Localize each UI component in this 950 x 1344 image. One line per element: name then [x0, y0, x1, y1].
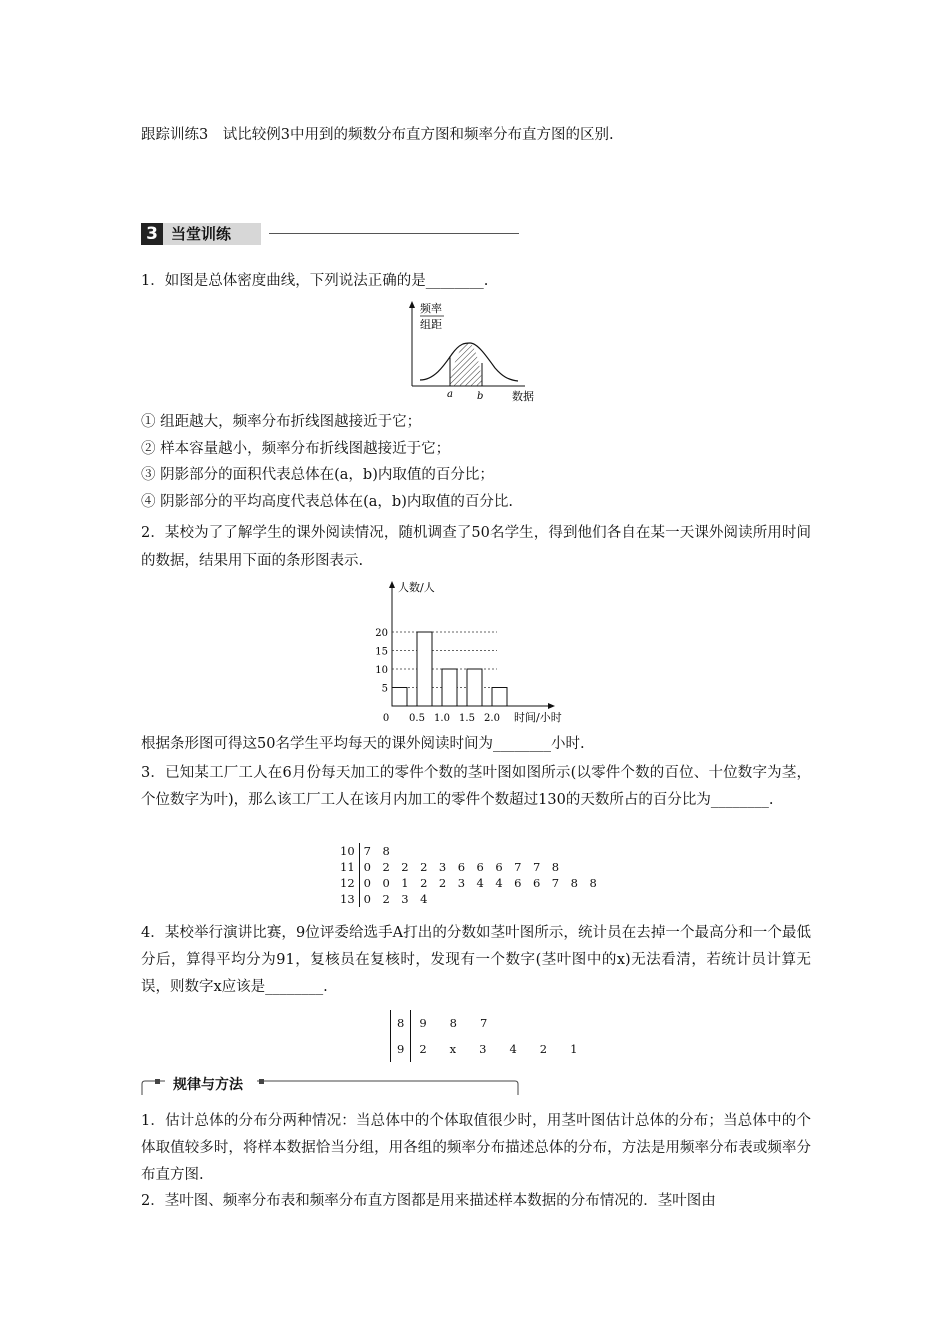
stem-row [336, 843, 601, 859]
section-number: 3 [141, 223, 163, 245]
y-tick-label: 10 [375, 665, 388, 676]
stem-value: 10 [336, 843, 359, 859]
stem-row [391, 1010, 586, 1036]
stem-row [336, 875, 601, 891]
b-label: b [477, 391, 484, 402]
q1-option-3: ③ 阴影部分的面积代表总体在(a，b)内取值的百分比； [141, 467, 494, 483]
leaf-values: 0 2 3 4 [363, 892, 428, 906]
x-tick-label: 0.5 [409, 713, 425, 724]
y-tick-label: 15 [375, 646, 388, 658]
stem-row [336, 859, 601, 875]
y-tick-label: 20 [375, 628, 388, 639]
stem-value: 9 [391, 1036, 411, 1062]
tracking-exercise: 跟踪训练3 试比较例3中用到的频数分布直方图和频率分布直方图的区别. [141, 127, 614, 143]
q1-stem: 1．如图是总体密度曲线，下列说法正确的是________. [141, 273, 489, 289]
stem-value: 11 [336, 859, 359, 875]
y-label-bottom: 组距 [420, 318, 442, 331]
x-tick-label: 1.0 [434, 713, 450, 724]
bar [492, 688, 507, 707]
law-title: 规律与方法 [169, 1074, 247, 1094]
y-tick-label: 5 [381, 683, 388, 695]
y-axis-label: 人数/人 [398, 581, 435, 594]
section-rule [269, 233, 519, 234]
q3-stem: 3．已知某工厂工人在6月份每天加工的零件个数的茎叶图如图所示(以零件个数的百位、十位数字为茎，个位数字为叶)，那么该工厂工人在该月内加工的零件个数超过130的天数所占的百分比为________. [141, 765, 811, 808]
q1-option-4: ④ 阴影部分的平均高度代表总体在(a，b)内取值的百分比. [141, 494, 513, 510]
a-label: a [447, 389, 453, 400]
x-tick-label: 0 [382, 713, 390, 724]
q1-option-2: ② 样本容量越小，频率分布折线图越接近于它； [141, 441, 451, 457]
x-axis-label: 时间/小时 [514, 711, 562, 724]
law-paragraph-2: 2．茎叶图、频率分布表和频率分布直方图都是用来描述样本数据的分布情况的．茎叶图由 [141, 1193, 716, 1209]
q4-stem-leaf-plot [390, 1010, 586, 1062]
q4-stem: 4．某校举行演讲比赛，9位评委给选手A打出的分数如茎叶图所示，统计员在去掉一个最高分和一个最低分后，算得平均分为91，复核员在复核时，发现有一个数字(茎叶图中的x)无法看清，若统计员计算无误，则数字x应该是________. [141, 925, 811, 995]
x-tick-label: 2.0 [484, 713, 500, 724]
q2-after: 根据条形图可得这50名学生平均每天的课外阅读时间为________小时. [141, 736, 585, 752]
bar [392, 688, 407, 707]
stem-value: 12 [336, 875, 359, 891]
law-box-header [141, 1074, 519, 1096]
y-axis-arrow [389, 581, 395, 588]
leaf-values: 0 2 2 2 3 6 6 6 7 7 8 [363, 860, 560, 874]
y-label-top: 频率 [420, 302, 442, 315]
bar [467, 669, 482, 706]
stem-value: 13 [336, 891, 359, 907]
q1-option-1: ① 组距越大，频率分布折线图越接近于它； [141, 414, 422, 430]
leaf-values: 7 8 [363, 844, 390, 858]
density-curve-figure [400, 298, 550, 406]
leaf-values: 9 8 7 [419, 1016, 488, 1030]
section-title: 当堂训练 [163, 223, 261, 245]
q2-stem: 2．某校为了了解学生的课外阅读情况，随机调查了50名学生，得到他们各自在某一天课外阅读所用时间的数据，结果用下面的条形图表示. [141, 525, 811, 569]
q3-stem-leaf-plot [336, 843, 601, 907]
leaf-values: 0 0 1 2 2 3 4 4 6 6 7 8 8 [363, 876, 597, 890]
law-paragraph-1: 1．估计总体的分布分两种情况：当总体中的个体取值很少时，用茎叶图估计总体的分布；当总体中的个体取值较多时，将样本数据恰当分组，用各组的频率分布描述总体的分布，方法是用频率分布表或频率分布直方图. [141, 1113, 811, 1183]
x-axis-arrow [548, 703, 555, 709]
bar [442, 669, 457, 706]
stem-row [391, 1036, 586, 1062]
bar [417, 632, 432, 706]
x-label: 数据 [512, 390, 534, 403]
leaf-values: 2 x 3 4 2 1 [419, 1042, 578, 1056]
x-tick-label: 1.5 [459, 713, 475, 724]
reading-time-bar-chart [362, 578, 592, 726]
stem-value: 8 [391, 1010, 411, 1036]
stem-row [336, 891, 601, 907]
